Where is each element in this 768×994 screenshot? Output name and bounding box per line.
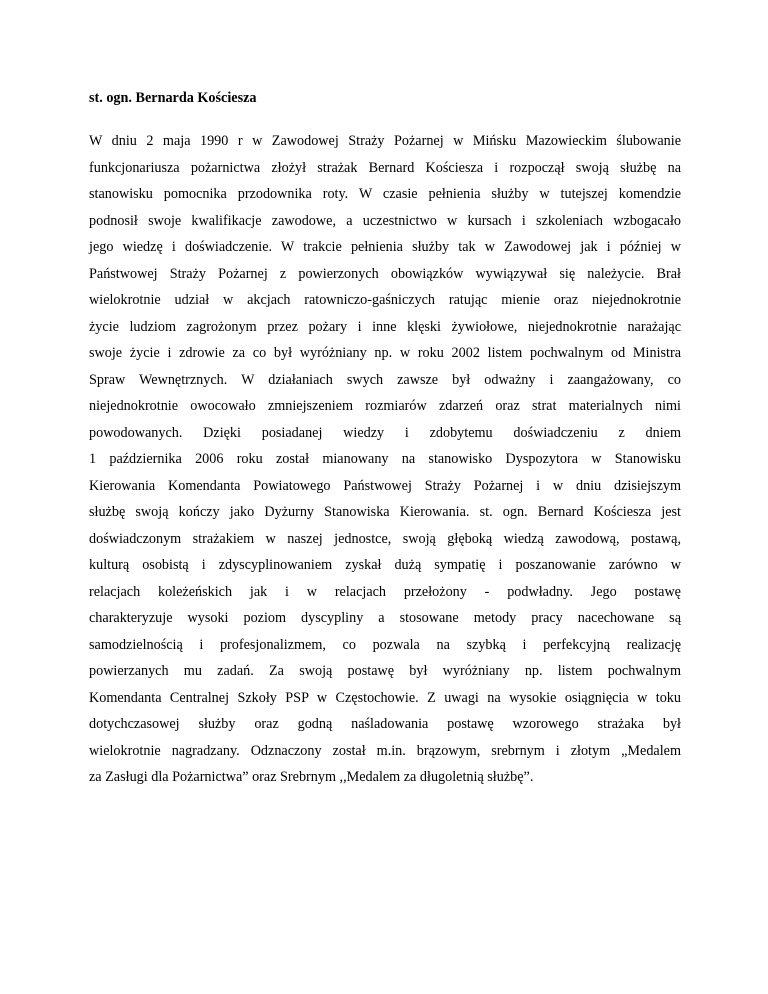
paragraph-line: funkcjonariusza pożarnictwa złożył strażak Bernard Kościesza i rozpoczął swoją służbę na — [89, 159, 681, 176]
paragraph-line: wielokrotnie udział w akcjach ratowniczo-gaśniczych ratując mienie oraz niejednokrotnie — [89, 292, 681, 308]
paragraph-line: powodowanych. Dzięki posiadanej wiedzy i zdobytemu doświadczeniu z dniem — [89, 424, 681, 441]
document-title: st. ogn. Bernarda Kościesza — [89, 90, 257, 106]
paragraph-line: W dniu 2 maja 1990 r w Zawodowej Straży Pożarnej w Mińsku Mazowieckim ślubowanie — [89, 133, 681, 149]
paragraph-line: stanowisku pomocnika przodownika roty. W czasie pełnienia służby w tutejszej komendzie — [89, 186, 681, 202]
paragraph-line: charakteryzuje wysoki poziom dyscypliny a stosowane metody pracy nacechowane są — [89, 610, 681, 626]
paragraph-line: za Zasługi dla Pożarnictwa” oraz Srebrnym ,,Medalem za długoletnią służbę”. — [89, 769, 534, 785]
paragraph-line: samodzielnością i profesjonalizmem, co pozwala na szybką i perfekcyjną realizację — [89, 636, 681, 653]
paragraph-line: doświadczonym strażakiem w naszej jednostce, swoją głęboką wiedzą zawodową, postawą, — [89, 530, 681, 547]
paragraph-line: 1 października 2006 roku został mianowany na stanowisko Dyspozytora w Stanowisku — [89, 451, 681, 467]
paragraph-line: Kierowania Komendanta Powiatowego Państwowej Straży Pożarnej i w dniu dzisiejszym — [89, 477, 681, 494]
paragraph-line: dotychczasowej służby oraz godną naśladowania postawę wzorowego strażaka był — [89, 716, 681, 732]
paragraph-line: Spraw Wewnętrznych. W działaniach swych zawsze był odważny i zaangażowany, co — [89, 371, 681, 388]
paragraph-line: wielokrotnie nagradzany. Odznaczony został m.in. brązowym, srebrnym i złotym „Medalem — [89, 742, 681, 759]
paragraph-line: swoje życie i zdrowie za co był wyróżniany np. w roku 2002 listem pochwalnym od Ministra — [89, 345, 681, 361]
document-body — [89, 128, 681, 791]
paragraph-line: Państwowej Straży Pożarnej z powierzonych obowiązków wywiązywał się należycie. Brał — [89, 265, 681, 282]
paragraph-line: Komendanta Centralnej Szkoły PSP w Częstochowie. Z uwagi na wysokie osiągnięcia w toku — [89, 689, 681, 706]
paragraph-line: niejednokrotnie owocowało zmniejszeniem rozmiarów zdarzeń oraz strat materialnych nimi — [89, 398, 681, 414]
paragraph-line: kulturą osobistą i zdyscyplinowaniem zyskał dużą sympatię i poszanowanie zarówno w — [89, 557, 681, 573]
paragraph-line: powierzanych mu zadań. Za swoją postawę był wyróżniany np. listem pochwalnym — [89, 663, 681, 679]
paragraph-line: służbę swoją kończy jako Dyżurny Stanowiska Kierowania. st. ogn. Bernard Kościesza jest — [89, 504, 681, 520]
paragraph-line: życie ludziom zagrożonym przez pożary i inne klęski żywiołowe, niejednokrotnie narażając — [89, 318, 681, 335]
paragraph-line: podnosił swoje kwalifikacje zawodowe, a uczestnictwo w kursach i szkoleniach wzbogacało — [89, 212, 681, 229]
paragraph-line: relacjach koleżeńskich jak i w relacjach przełożony - podwładny. Jego postawę — [89, 583, 681, 600]
paragraph-line: jego wiedzę i doświadczenie. W trakcie pełnienia służby tak w Zawodowej jak i później w — [89, 239, 681, 255]
